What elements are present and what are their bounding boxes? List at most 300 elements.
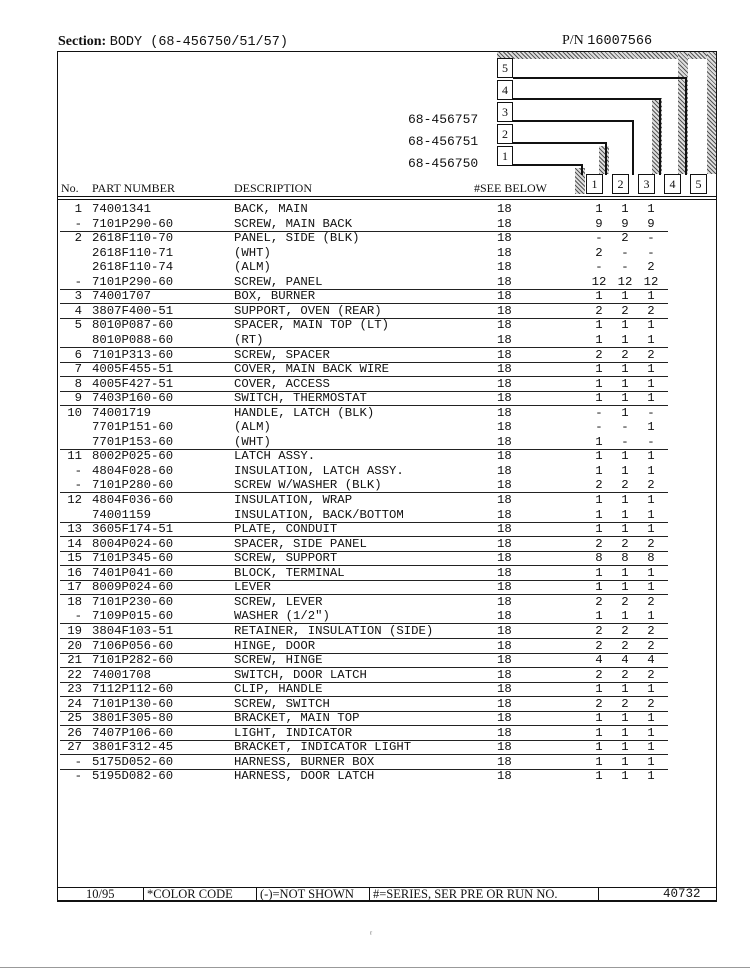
qty-col-1: 2 <box>595 594 603 609</box>
description: INSULATION, BACK/BOTTOM <box>234 507 404 522</box>
table-row <box>0 755 750 770</box>
part-number: 7101P230-60 <box>92 594 174 609</box>
qty-col-1: - <box>595 420 603 435</box>
part-number: 4005F427-51 <box>92 376 174 391</box>
see-below: 18 <box>497 449 512 464</box>
table-row <box>0 362 750 377</box>
see-below: 18 <box>497 420 512 435</box>
qty-col-1: 2 <box>595 303 603 318</box>
table-row <box>0 217 750 232</box>
row-number: 14 <box>67 536 82 551</box>
row-number: 7 <box>74 362 82 377</box>
row-number: 17 <box>67 580 82 595</box>
pn-label: P/N <box>562 33 584 48</box>
part-number: 3605F174-51 <box>92 522 174 537</box>
see-below: 18 <box>497 696 512 711</box>
row-number: 4 <box>74 303 82 318</box>
qty-col-2: 2 <box>621 231 629 246</box>
qty-col-3: 1 <box>647 682 655 697</box>
part-number: 7403P160-60 <box>92 391 174 406</box>
footer-divider <box>369 888 370 900</box>
tier-box: 1 <box>497 146 513 166</box>
table-row <box>0 551 750 566</box>
see-below: 18 <box>497 362 512 377</box>
qty-col-2: 1 <box>621 725 629 740</box>
qty-col-2: 1 <box>621 391 629 406</box>
part-number: 7701P151-60 <box>92 420 174 435</box>
qty-col-2: 1 <box>621 449 629 464</box>
qty-col-3: 2 <box>647 347 655 362</box>
section-value: BODY (68-456750/51/57) <box>109 35 288 50</box>
model-label: 68-456757 <box>408 112 479 127</box>
qty-col-2: 1 <box>621 463 629 478</box>
see-below: 18 <box>497 493 512 507</box>
see-below: 18 <box>497 231 512 246</box>
see-below: 18 <box>497 202 512 216</box>
table-row <box>0 348 750 363</box>
qty-col-3: 2 <box>647 478 655 493</box>
description: HARNESS, BURNER BOX <box>234 754 375 769</box>
footer-divider <box>598 888 599 900</box>
footer-divider <box>256 888 257 900</box>
see-below: 18 <box>497 725 512 740</box>
column-box: 4 <box>664 174 681 194</box>
table-row <box>0 260 750 275</box>
see-below: 18 <box>497 478 512 493</box>
qty-col-3: 1 <box>647 420 655 435</box>
part-number: 8009P024-60 <box>92 580 174 595</box>
table-row <box>0 377 750 392</box>
qty-col-2: 2 <box>621 696 629 711</box>
part-number: 74001708 <box>92 667 152 682</box>
see-below: 18 <box>497 769 512 784</box>
see-below: 18 <box>497 667 512 682</box>
description: BRACKET, INDICATOR LIGHT <box>234 740 412 755</box>
description: HARNESS, DOOR LATCH <box>234 769 375 784</box>
qty-col-1: - <box>595 231 603 246</box>
row-number: 21 <box>67 653 82 668</box>
row-number: 20 <box>67 638 82 653</box>
qty-col-1: 2 <box>595 245 603 260</box>
table-row <box>0 711 750 726</box>
qty-col-2: 2 <box>621 667 629 682</box>
footer-date: 10/95 <box>86 887 115 901</box>
part-number: 74001341 <box>92 202 152 216</box>
table-row <box>0 580 750 595</box>
qty-col-1: 2 <box>595 623 603 638</box>
qty-col-3: 1 <box>647 711 655 726</box>
qty-col-1: 1 <box>595 725 603 740</box>
part-number: 7101P282-60 <box>92 653 174 668</box>
table-row <box>0 231 750 246</box>
table-row <box>0 609 750 624</box>
see-below: 18 <box>497 754 512 769</box>
qty-col-3: - <box>647 231 655 246</box>
description: (ALM) <box>234 420 271 435</box>
see-below: 18 <box>497 609 512 624</box>
qty-col-3: 1 <box>647 376 655 391</box>
qty-col-1: 2 <box>595 536 603 551</box>
part-number: 7101P290-60 <box>92 274 174 289</box>
qty-col-2: - <box>621 260 629 275</box>
row-number: 13 <box>67 522 82 537</box>
qty-col-2: 1 <box>621 405 629 420</box>
footer-bar <box>57 887 717 902</box>
qty-col-2: 1 <box>621 769 629 784</box>
description: LEVER <box>234 580 271 595</box>
qty-col-1: - <box>595 260 603 275</box>
qty-col-3: 1 <box>647 202 655 216</box>
footer-not-shown: (-)=NOT SHOWN <box>260 887 354 901</box>
header-hatch-right <box>707 52 716 174</box>
table-row <box>0 449 750 464</box>
see-below: 18 <box>497 434 512 449</box>
qty-col-2: 2 <box>621 594 629 609</box>
row-number: 5 <box>74 318 82 333</box>
description: SCREW W/WASHER (BLK) <box>234 478 382 493</box>
description: HANDLE, LATCH (BLK) <box>234 405 375 420</box>
see-below: 18 <box>497 507 512 522</box>
qty-col-3: 1 <box>647 332 655 347</box>
row-number: 22 <box>67 667 82 682</box>
qty-col-2: 1 <box>621 580 629 595</box>
qty-col-2: - <box>621 420 629 435</box>
col-header-description: DESCRIPTION <box>234 181 313 195</box>
section-title <box>58 34 288 50</box>
qty-col-3: 1 <box>647 725 655 740</box>
row-number: 16 <box>67 565 82 580</box>
description: SWITCH, DOOR LATCH <box>234 667 367 682</box>
qty-col-1: 1 <box>595 682 603 697</box>
model-label: 68-456751 <box>408 134 479 149</box>
table-row <box>0 537 750 552</box>
table-row <box>0 493 750 508</box>
row-number: - <box>74 478 82 493</box>
see-below: 18 <box>497 653 512 668</box>
see-below: 18 <box>497 405 512 420</box>
table-row <box>0 406 750 421</box>
description: SCREW, LEVER <box>234 594 323 609</box>
table-row <box>0 726 750 741</box>
description: (ALM) <box>234 260 271 275</box>
qty-col-1: 1 <box>595 434 603 449</box>
qty-col-1: 1 <box>595 711 603 726</box>
part-number: 8010P088-60 <box>92 332 174 347</box>
qty-col-2: 2 <box>621 303 629 318</box>
description: SCREW, SUPPORT <box>234 551 338 566</box>
row-number: 26 <box>67 725 82 740</box>
see-below: 18 <box>497 216 512 231</box>
description: (WHT) <box>234 245 271 260</box>
row-number: 27 <box>67 740 82 755</box>
description: INSULATION, WRAP <box>234 493 353 507</box>
table-row <box>0 289 750 304</box>
section-label: Section: <box>58 34 107 49</box>
footer-color-code: *COLOR CODE <box>147 887 233 901</box>
qty-col-2: 2 <box>621 478 629 493</box>
qty-col-1: 1 <box>595 449 603 464</box>
part-number: 4804F028-60 <box>92 463 174 478</box>
qty-col-1: 8 <box>595 551 603 566</box>
qty-col-3: 2 <box>647 536 655 551</box>
column-box: 2 <box>612 174 629 194</box>
footer-doc-number: 40732 <box>663 887 701 901</box>
row-number: 8 <box>74 376 82 391</box>
pn-value: 16007566 <box>587 34 653 49</box>
qty-col-3: 1 <box>647 463 655 478</box>
part-number: 7101P345-60 <box>92 551 174 566</box>
description: HINGE, DOOR <box>234 638 316 653</box>
qty-col-3: 12 <box>643 274 659 289</box>
qty-col-3: 1 <box>647 449 655 464</box>
qty-col-3: 2 <box>647 260 655 275</box>
see-below: 18 <box>497 711 512 726</box>
qty-col-2: 2 <box>621 638 629 653</box>
see-below: 18 <box>497 274 512 289</box>
see-below: 18 <box>497 536 512 551</box>
see-below: 18 <box>497 347 512 362</box>
qty-col-2: 1 <box>621 682 629 697</box>
tier-connector <box>513 164 583 175</box>
part-number: 8010P087-60 <box>92 318 174 333</box>
description: LIGHT, INDICATOR <box>234 725 353 740</box>
model-label: 68-456750 <box>408 156 479 171</box>
row-number: 10 <box>67 405 82 420</box>
qty-col-3: 1 <box>647 769 655 784</box>
qty-col-3: 1 <box>647 318 655 333</box>
qty-col-1: 1 <box>595 332 603 347</box>
part-number: 3801F305-80 <box>92 711 174 726</box>
description: CLIP, HANDLE <box>234 682 323 697</box>
part-number: 7112P112-60 <box>92 682 174 697</box>
row-number: - <box>74 463 82 478</box>
qty-col-1: 1 <box>595 507 603 522</box>
qty-col-1: 12 <box>591 274 607 289</box>
col-header-see-below: #SEE BELOW <box>474 181 547 195</box>
see-below: 18 <box>497 391 512 406</box>
qty-col-2: 1 <box>621 332 629 347</box>
table-row <box>0 682 750 697</box>
qty-col-1: 2 <box>595 478 603 493</box>
row-number: - <box>74 754 82 769</box>
see-below: 18 <box>497 376 512 391</box>
qty-col-1: 1 <box>595 493 603 507</box>
see-below: 18 <box>497 623 512 638</box>
part-number: 3804F103-51 <box>92 623 174 638</box>
qty-col-3: 1 <box>647 507 655 522</box>
qty-col-1: 1 <box>595 580 603 595</box>
description: SPACER, MAIN TOP (LT) <box>234 318 389 333</box>
qty-col-1: 1 <box>595 740 603 755</box>
description: LATCH ASSY. <box>234 449 316 464</box>
qty-col-3: 1 <box>647 391 655 406</box>
description: SCREW, SWITCH <box>234 696 330 711</box>
qty-col-1: 1 <box>595 522 603 537</box>
tier-box: 4 <box>497 80 513 100</box>
part-number: 7101P313-60 <box>92 347 174 362</box>
qty-col-3: 2 <box>647 638 655 653</box>
qty-col-2: 1 <box>621 289 629 304</box>
description: SCREW, PANEL <box>234 274 323 289</box>
description: COVER, MAIN BACK WIRE <box>234 362 389 377</box>
qty-col-2: - <box>621 245 629 260</box>
qty-col-2: 1 <box>621 493 629 507</box>
qty-col-1: 1 <box>595 391 603 406</box>
qty-col-3: 1 <box>647 522 655 537</box>
row-number: - <box>74 274 82 289</box>
see-below: 18 <box>497 740 512 755</box>
qty-col-3: 2 <box>647 594 655 609</box>
qty-col-2: 1 <box>621 507 629 522</box>
part-number: 7101P130-60 <box>92 696 174 711</box>
part-number-header <box>562 33 652 49</box>
table-row <box>0 508 750 523</box>
description: PANEL, SIDE (BLK) <box>234 231 360 246</box>
part-number: 2618F110-70 <box>92 231 174 246</box>
row-number: 1 <box>74 202 82 216</box>
row-number: 15 <box>67 551 82 566</box>
table-row <box>0 246 750 261</box>
part-number: 7106P056-60 <box>92 638 174 653</box>
part-number: 3807F400-51 <box>92 303 174 318</box>
description: PLATE, CONDUIT <box>234 522 338 537</box>
qty-col-3: 1 <box>647 362 655 377</box>
table-row <box>0 653 750 668</box>
see-below: 18 <box>497 289 512 304</box>
qty-col-2: 1 <box>621 376 629 391</box>
description: (RT) <box>234 332 264 347</box>
qty-col-1: 1 <box>595 609 603 624</box>
part-number: 5175D052-60 <box>92 754 174 769</box>
qty-col-1: 1 <box>595 376 603 391</box>
part-number: 7701P153-60 <box>92 434 174 449</box>
table-row <box>0 478 750 493</box>
qty-col-3: 1 <box>647 740 655 755</box>
page-edge-rule <box>0 967 750 968</box>
part-number: 3801F312-45 <box>92 740 174 755</box>
part-number: 7401P041-60 <box>92 565 174 580</box>
table-row <box>0 391 750 406</box>
qty-col-3: - <box>647 434 655 449</box>
part-number: 8002P025-60 <box>92 449 174 464</box>
part-number: 5195D082-60 <box>92 769 174 784</box>
part-number: 7101P280-60 <box>92 478 174 493</box>
qty-col-3: 4 <box>647 653 655 668</box>
see-below: 18 <box>497 580 512 595</box>
description: SPACER, SIDE PANEL <box>234 536 367 551</box>
see-below: 18 <box>497 594 512 609</box>
qty-col-1: 1 <box>595 754 603 769</box>
qty-col-1: 1 <box>595 565 603 580</box>
see-below: 18 <box>497 318 512 333</box>
description: BLOCK, TERMINAL <box>234 565 345 580</box>
part-number: 7407P106-60 <box>92 725 174 740</box>
qty-col-3: 9 <box>647 216 655 231</box>
tier-box: 2 <box>497 124 513 144</box>
description: WASHER (1/2") <box>234 609 330 624</box>
qty-col-3: 1 <box>647 609 655 624</box>
row-number: - <box>74 609 82 624</box>
row-number: 19 <box>67 623 82 638</box>
description: SUPPORT, OVEN (REAR) <box>234 303 382 318</box>
qty-col-3: 8 <box>647 551 655 566</box>
qty-col-2: 2 <box>621 347 629 362</box>
qty-col-1: 2 <box>595 667 603 682</box>
part-number: 4804F036-60 <box>92 493 174 507</box>
qty-col-3: 1 <box>647 289 655 304</box>
see-below: 18 <box>497 522 512 537</box>
qty-col-1: 1 <box>595 202 603 216</box>
qty-col-3: 2 <box>647 303 655 318</box>
table-row <box>0 420 750 435</box>
qty-col-1: 1 <box>595 769 603 784</box>
table-row <box>0 668 750 683</box>
row-number: 25 <box>67 711 82 726</box>
row-number: - <box>74 769 82 784</box>
qty-col-2: 1 <box>621 318 629 333</box>
table-row <box>0 624 750 639</box>
qty-col-2: 2 <box>621 623 629 638</box>
part-number: 8004P024-60 <box>92 536 174 551</box>
description: RETAINER, INSULATION (SIDE) <box>234 623 434 638</box>
table-row <box>0 566 750 581</box>
description: INSULATION, LATCH ASSY. <box>234 463 404 478</box>
part-number: 74001719 <box>92 405 152 420</box>
description: SCREW, HINGE <box>234 653 323 668</box>
table-row <box>0 595 750 610</box>
qty-col-2: 12 <box>617 274 633 289</box>
table-row <box>0 697 750 712</box>
row-number: 11 <box>67 449 82 464</box>
table-row <box>0 333 750 348</box>
row-number: - <box>74 216 82 231</box>
see-below: 18 <box>497 551 512 566</box>
qty-col-1: 1 <box>595 362 603 377</box>
column-box: 5 <box>690 174 707 194</box>
qty-col-1: 4 <box>595 653 603 668</box>
table-row <box>0 639 750 654</box>
see-below: 18 <box>497 260 512 275</box>
qty-col-1: 1 <box>595 463 603 478</box>
qty-col-2: 4 <box>621 653 629 668</box>
column-box: 3 <box>638 174 655 194</box>
table-row <box>0 740 750 755</box>
qty-col-2: 1 <box>621 711 629 726</box>
qty-col-3: 1 <box>647 493 655 507</box>
see-below: 18 <box>497 638 512 653</box>
row-number: 3 <box>74 289 82 304</box>
col-header-part: PART NUMBER <box>92 181 175 195</box>
row-number: 2 <box>74 231 82 246</box>
table-row <box>0 275 750 290</box>
header-rule <box>57 196 717 197</box>
qty-col-2: 8 <box>621 551 629 566</box>
qty-col-2: - <box>621 434 629 449</box>
see-below: 18 <box>497 303 512 318</box>
description: BOX, BURNER <box>234 289 316 304</box>
description: SCREW, SPACER <box>234 347 330 362</box>
part-number: 2618F110-74 <box>92 260 174 275</box>
tier-box: 3 <box>497 102 513 122</box>
qty-col-2: 1 <box>621 522 629 537</box>
footer-divider <box>143 888 144 900</box>
see-below: 18 <box>497 463 512 478</box>
qty-col-3: 1 <box>647 754 655 769</box>
row-number: 6 <box>74 347 82 362</box>
footer-series: #=SERIES, SER PRE OR RUN NO. <box>373 887 558 901</box>
row-number: 18 <box>67 594 82 609</box>
see-below: 18 <box>497 682 512 697</box>
